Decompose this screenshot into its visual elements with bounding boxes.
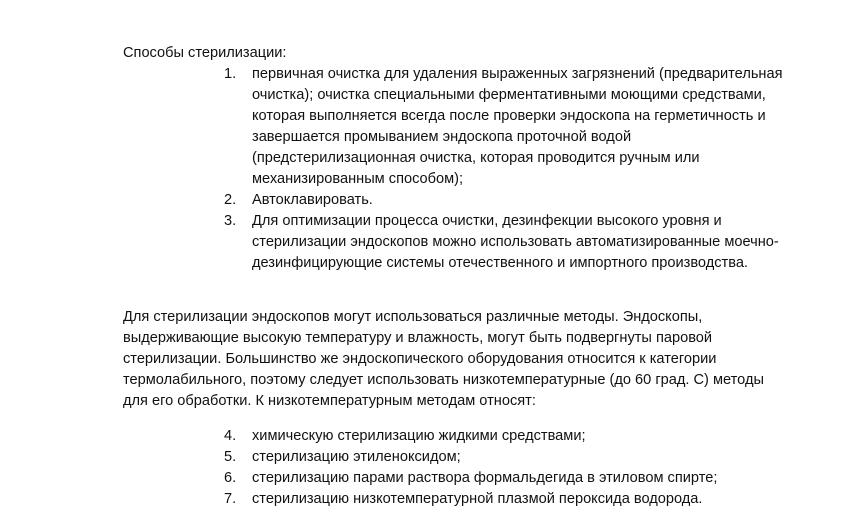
section-heading: Способы стерилизации:	[123, 45, 287, 61]
list-item	[0, 447, 787, 468]
list-item-number: 5.	[224, 449, 237, 465]
list-item	[0, 64, 787, 190]
low-temperature-methods-list	[0, 426, 848, 510]
sterilization-steps-list	[0, 64, 848, 274]
list-item-text: стерилизацию этиленоксидом;	[252, 449, 461, 465]
list-item-text: первичная очистка для удаления выраженных загрязнений (предварительная очистка); очистка специальными ферментативными моющими средствами, которая выполняется всегда после проверки эндоскопа на герметичность и завершается промыванием эндоскопа проточной водой (предстерилизационная очистка, которая проводится ручным или механизированным способом);	[252, 66, 783, 187]
list-item-text: стерилизацию низкотемпературной плазмой пероксида водорода.	[252, 491, 703, 507]
list-item-number: 7.	[224, 491, 237, 507]
list-item-text: стерилизацию парами раствора формальдегида в этиловом спирте;	[252, 470, 718, 486]
list-item-number: 1.	[224, 66, 237, 82]
list-item-number: 3.	[224, 213, 237, 229]
list-item-number: 6.	[224, 470, 237, 486]
list-item-text: Автоклавировать.	[252, 192, 373, 208]
list-item	[0, 426, 787, 447]
list-item-text: Для оптимизации процесса очистки, дезинфекции высокого уровня и стерилизации эндоскопов можно использовать автоматизированные моечно-дезинфицирующие системы отечественного и импортного производства.	[252, 213, 779, 271]
body-paragraph: Для стерилизации эндоскопов могут использоваться различные методы. Эндоскопы, выдерживающие высокую температуру и влажность, могут быть подвергнуты паровой стерилизации. Большинство же эндоскопического оборудования относится к категории термолабильного, поэтому следует использовать низкотемпературные (до 60 град. С) методы для его обработки. К низкотемпературным методам относят:	[123, 309, 764, 409]
list-item	[0, 211, 787, 274]
list-item-text: химическую стерилизацию жидкими средствами;	[252, 428, 586, 444]
list-item-number: 4.	[224, 428, 237, 444]
list-item-number: 2.	[224, 192, 237, 208]
list-item	[0, 190, 787, 211]
list-item	[0, 468, 787, 489]
list-item	[0, 489, 787, 510]
